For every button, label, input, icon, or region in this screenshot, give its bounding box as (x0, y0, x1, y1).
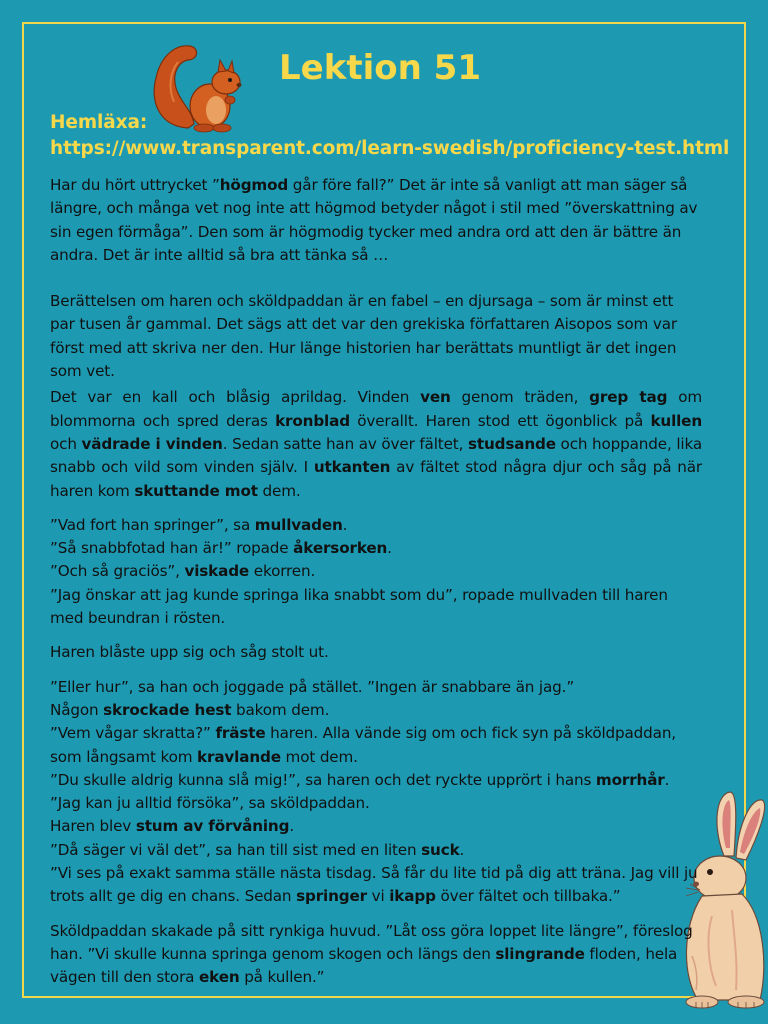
vocab-word: åkersorken (293, 539, 388, 558)
vocab-word: eken (199, 968, 240, 987)
vocab-word: vädrade i vinden (81, 434, 223, 453)
vocab-word: viskade (184, 562, 250, 581)
paragraph-hare-proud: Haren blåste upp sig och såg stolt ut. (50, 643, 329, 662)
vocab-word: ikapp (389, 887, 436, 906)
story-line: Någon skrockade hest bakom dem. (50, 700, 330, 719)
story-line: ”Så snabbfotad han är!” ropade åkersorken. (50, 539, 392, 558)
paragraph-animals-talk (50, 514, 702, 630)
vocab-word: skuttande mot (134, 481, 258, 500)
story-line: ”Jag önskar att jag kunde springa lika snabbt som du”, ropade mullvaden till haren med beundran i rösten. (50, 585, 668, 628)
homework-link[interactable]: https://www.transparent.com/learn-swedish/proficiency-test.html (50, 138, 730, 159)
vocab-word: kravlande (197, 747, 281, 766)
story-line: ”Eller hur”, sa han och joggade på stället. ”Ingen är snabbare än jag.” (50, 677, 575, 696)
story-line: ”Då säger vi väl det”, sa han till sist med en liten suck. (50, 840, 465, 859)
vocab-word: fräste (215, 724, 266, 743)
vocab-word: ven (420, 388, 451, 407)
vocab-word: mullvaden (254, 515, 343, 534)
homework-label: Hemläxa: (50, 112, 148, 133)
vocab-word: suck (421, 840, 460, 859)
vocab-word: stum av förvåning (135, 817, 290, 836)
story-line: ”Jag kan ju alltid försöka”, sa sköldpaddan. (50, 794, 370, 813)
paragraph-tortoise-proposal: Sköldpaddan skakade på sitt rynkiga huvud. ”Låt oss göra loppet lite längre”, föreslog han. ”Vi skulle kunna springa genom skogen och längs den slingrande floden, hela vägen till den stora eken på kullen.” (50, 921, 693, 987)
story-line: Haren blev stum av förvåning. (50, 817, 294, 836)
story-line: ”Vem vågar skratta?” fräste haren. Alla vände sig om och fick syn på sköldpaddan, som långsamt kom kravlande mot dem. (50, 724, 676, 766)
vocab-word: skrockade hest (103, 700, 232, 719)
paragraph-fable-history: Berättelsen om haren och sköldpaddan är en fabel – en djursaga – som är minst ett par tusen år gammal. Det sägs att det var den grekiska författaren Aisopos som var först med att skriva ner den. Hur länge historien har berättats muntligt är det ingen som vet. (50, 292, 677, 381)
vocab-word: slingrande (495, 944, 585, 963)
vocab-word: utkanten (313, 458, 391, 477)
vocab-word: springer (296, 887, 367, 906)
homework-block (50, 110, 740, 162)
vocab-word: grep tag (589, 388, 668, 407)
vocab-word: morrhår (595, 770, 665, 789)
story-line: ”Vad fort han springer”, sa mullvaden. (50, 515, 348, 534)
paragraph-april-day: Det var en kall och blåsig aprildag. Vinden ven genom träden, grep tag om blommorna och spred deras kronblad överallt. Haren stod ett ögonblick på kullen och vädrade i vinden. Sedan satte han av över fältet, studsande och hoppande, lika snabb och vild som vinden själv. I utkanten av fältet stod några djur och såg på när haren kom skuttande mot dem. (50, 388, 703, 500)
vocab-word: kronblad (275, 411, 350, 430)
story-line: ”Och så graciös”, viskade ekorren. (50, 562, 316, 581)
story-text (50, 174, 702, 990)
lesson-title: Lektion 51 (279, 48, 481, 88)
vocab-word: kullen (650, 411, 702, 430)
story-line: ”Du skulle aldrig kunna slå mig!”, sa haren och det ryckte upprört i hans morrhår. (50, 770, 670, 789)
vocab-word: studsande (467, 434, 556, 453)
paragraph-challenge (50, 676, 702, 909)
story-line: ”Vi ses på exakt samma ställe nästa tisdag. Så får du lite tid på dig att träna. Jag vill ju trots allt ge dig en chans. Sedan springer vi ikapp över fältet och tillbaka.” (50, 864, 698, 906)
vocab-word: högmod (219, 176, 289, 194)
paragraph-intro: Har du hört uttrycket ”högmod går före fall?” Det är inte så vanligt att man säger så längre, och många vet nog inte att högmod betyder något i stil med ”överskattning av sin egen förmåga”. Den som är högmodig tycker med andra ord att den är bättre än andra. Det är inte alltid så bra att tänka så … (50, 176, 698, 264)
